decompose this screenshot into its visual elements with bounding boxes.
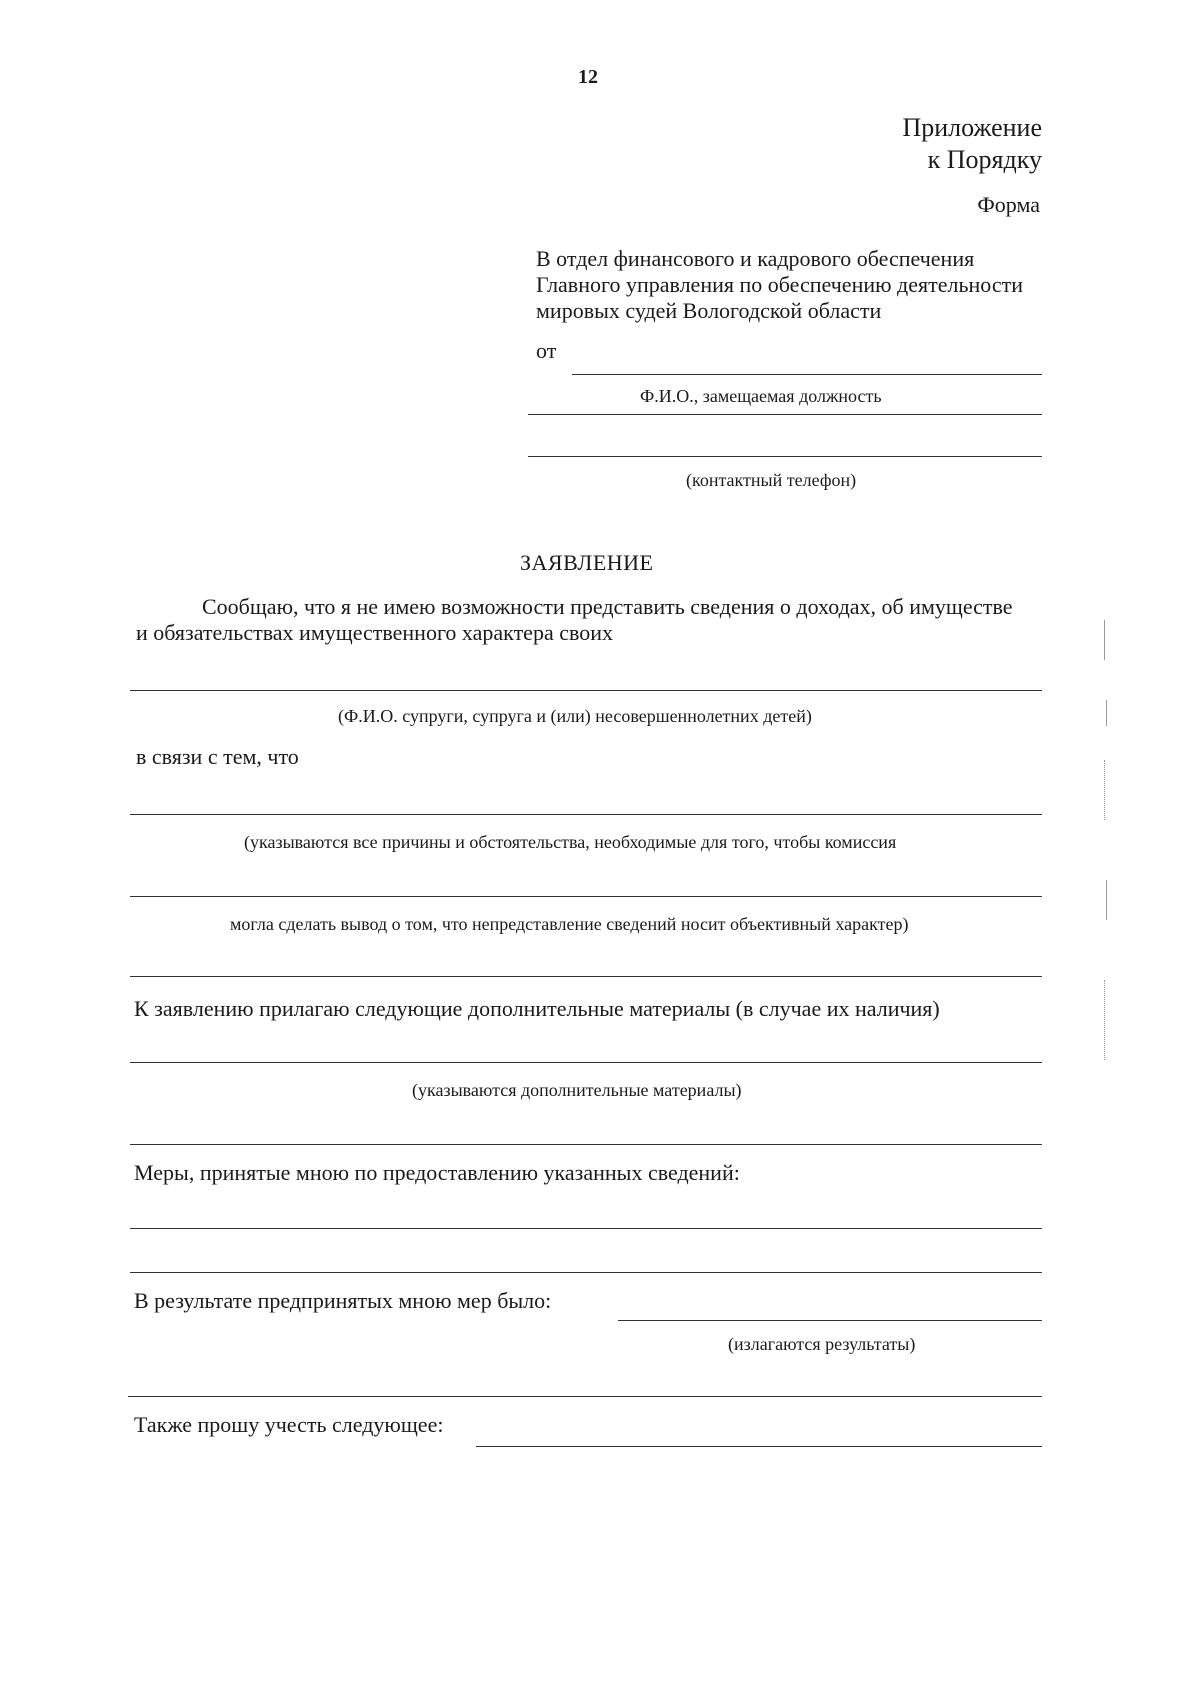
scan-edge-mark: [1106, 880, 1107, 920]
attachments-field-1[interactable]: [130, 1062, 1042, 1063]
attachments-label: К заявлению прилагаю следующие дополнительные материалы (в случае их наличия): [134, 996, 940, 1021]
results-field-1[interactable]: [618, 1320, 1042, 1321]
phone-caption: (контактный телефон): [686, 470, 857, 490]
addressee-line: Главного управления по обеспечению деятельности: [536, 272, 1023, 297]
fio-position-caption: Ф.И.О., замещаемая должность: [640, 386, 882, 406]
page-number: 12: [578, 66, 598, 88]
results-label: В результате предпринятых мною мер было:: [134, 1288, 552, 1313]
relatives-field[interactable]: [130, 690, 1042, 691]
from-field[interactable]: [572, 374, 1042, 375]
results-caption: (излагаются результаты): [728, 1334, 916, 1354]
relatives-caption: (Ф.И.О. супруги, супруга и (или) несовершеннолетних детей): [338, 706, 812, 726]
measures-field-2[interactable]: [130, 1272, 1042, 1273]
reason-caption-2: могла сделать вывод о том, что непредставление сведений носит объективный характер): [230, 914, 909, 934]
from-label: от: [536, 338, 557, 363]
scan-edge-mark: [1104, 620, 1105, 660]
also-field[interactable]: [476, 1446, 1042, 1447]
fio-position-field[interactable]: [528, 414, 1042, 415]
results-field-2[interactable]: [128, 1396, 1042, 1397]
appendix-header: [902, 112, 1042, 176]
addressee-block: [536, 246, 1076, 324]
reason-field-1[interactable]: [130, 814, 1042, 815]
scan-edge-mark: [1106, 700, 1107, 726]
intro-line-2: и обязательствах имущественного характера своих: [136, 620, 613, 645]
attachments-field-2[interactable]: [130, 1144, 1042, 1145]
reason-label: в связи с тем, что: [136, 744, 299, 769]
measures-field-1[interactable]: [130, 1228, 1042, 1229]
addressee-line: В отдел финансового и кадрового обеспечения: [536, 246, 975, 271]
intro-line-1: Сообщаю, что я не имею возможности представить сведения о доходах, об имуществе: [202, 594, 1013, 619]
addressee-line: мировых судей Вологодской области: [536, 298, 882, 323]
phone-field[interactable]: [528, 456, 1042, 457]
reason-field-2[interactable]: [130, 896, 1042, 897]
form-label: Форма: [977, 192, 1040, 217]
appendix-title: Приложение: [902, 113, 1042, 142]
scan-edge-mark: [1104, 980, 1105, 1060]
also-label: Также прошу учесть следующее:: [134, 1412, 444, 1437]
statement-title: ЗАЯВЛЕНИЕ: [520, 550, 654, 575]
measures-label: Меры, принятые мною по предоставлению указанных сведений:: [134, 1160, 740, 1185]
scan-edge-mark: [1104, 760, 1105, 820]
attachments-caption: (указываются дополнительные материалы): [412, 1080, 742, 1100]
reason-field-3[interactable]: [130, 976, 1042, 977]
appendix-subtitle: к Порядку: [927, 145, 1042, 174]
reason-caption-1: (указываются все причины и обстоятельства, необходимые для того, чтобы комиссия: [244, 832, 897, 852]
